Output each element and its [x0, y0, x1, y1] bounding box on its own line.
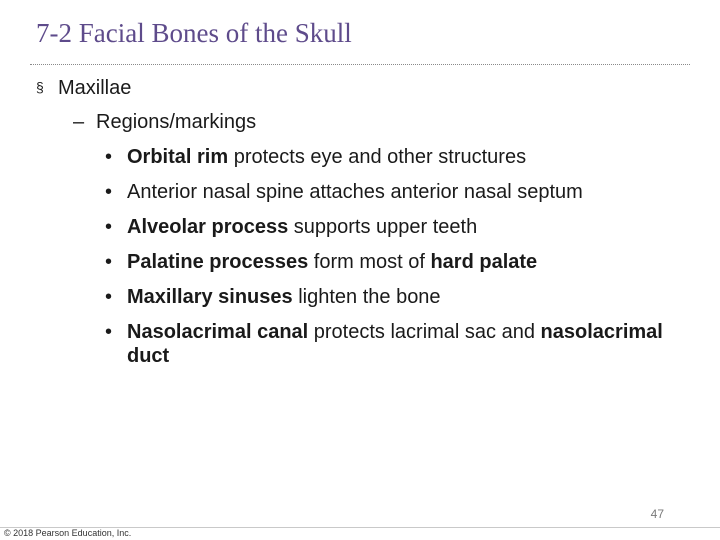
- bullet-term: Alveolar process: [127, 216, 289, 238]
- bullet-orbital-rim: [105, 145, 705, 169]
- bullet-dot-icon: •: [105, 251, 113, 273]
- bullet-palatine-processes: [105, 250, 705, 274]
- page-number: 47: [650, 507, 664, 521]
- bullet-dot-icon: •: [105, 181, 113, 203]
- bullet-term-secondary: nasolacrimal duct: [127, 321, 663, 367]
- level2-item: [73, 111, 256, 134]
- slide-title: 7-2 Facial Bones of the Skull: [36, 18, 352, 48]
- section-bullet-icon: §: [36, 79, 44, 95]
- bullet-dot-icon: •: [105, 286, 113, 308]
- bullet-term: Orbital rim: [127, 146, 229, 168]
- bullet-text: protects eye and other structures: [228, 146, 527, 168]
- bullet-text: lighten the bone: [292, 286, 441, 308]
- bullet-term: Nasolacrimal canal: [127, 321, 309, 343]
- level1-text: Maxillae: [58, 77, 132, 99]
- title-divider: [30, 64, 690, 65]
- copyright-notice: © 2018 Pearson Education, Inc.: [4, 528, 132, 538]
- bullet-text: form most of: [308, 251, 431, 273]
- bullet-dot-icon: •: [105, 216, 113, 238]
- level1-item: [36, 77, 131, 100]
- bullet-maxillary-sinuses: [105, 285, 705, 309]
- bullet-list: [105, 145, 705, 379]
- bullet-nasolacrimal-canal: [105, 320, 705, 368]
- bullet-dot-icon: •: [105, 146, 113, 168]
- bullet-text: protects lacrimal sac and: [308, 321, 541, 343]
- bullet-term: Palatine processes: [127, 251, 309, 273]
- bullet-alveolar-process: [105, 215, 705, 239]
- bullet-dot-icon: •: [105, 321, 113, 343]
- level2-text: Regions/markings: [96, 111, 257, 133]
- bullet-term: Maxillary sinuses: [127, 286, 293, 308]
- dash-bullet-icon: –: [73, 111, 85, 133]
- bullet-anterior-nasal-spine: [105, 180, 705, 204]
- bullet-text: Anterior nasal spine attaches anterior nasal septum: [127, 181, 583, 203]
- bullet-term-secondary: hard palate: [430, 251, 538, 273]
- bullet-text: supports upper teeth: [288, 216, 478, 238]
